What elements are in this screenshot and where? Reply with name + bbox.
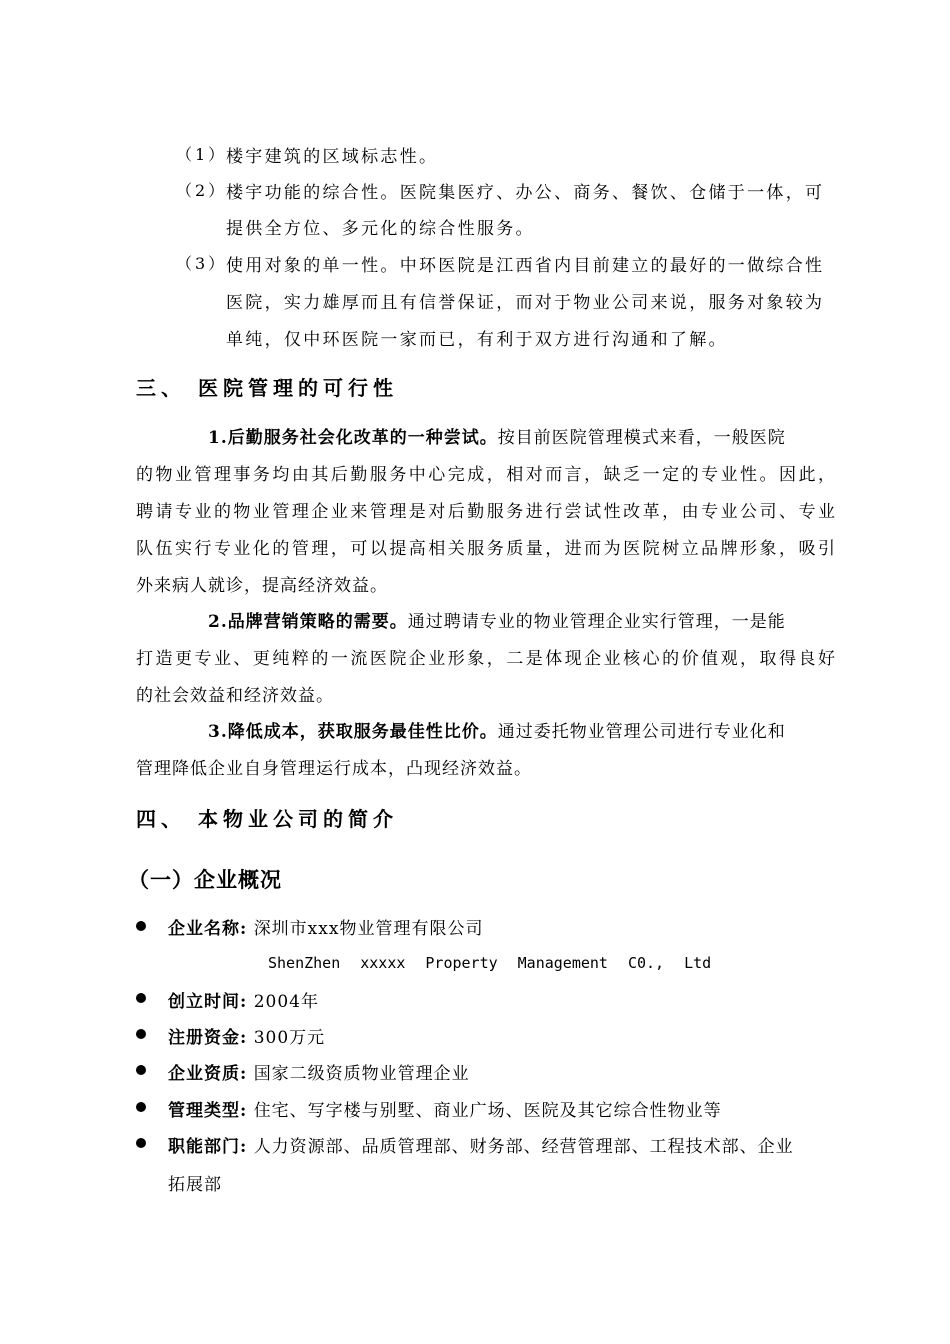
capital-label: 注册资金: [168, 1028, 248, 1048]
departments-label: 职能部门: [168, 1137, 248, 1157]
subsection-heading: （一）企业概况 [128, 867, 282, 892]
company-name-value: 深圳市xxx物业管理有限公司 [253, 919, 484, 939]
para-1-first: 按目前医院管理模式来看，一般医院 [497, 428, 786, 448]
capital-value: 300万元 [253, 1028, 326, 1048]
list-item-1-line-1: 楼宇建筑的区域标志性。 [226, 147, 439, 167]
section-3-para-1-line-3: 聘请专业的物业管理企业来管理是对后勤服务进行尝试性改革，由专业公司、专业 [136, 502, 836, 522]
bullet-icon [136, 1029, 146, 1039]
section-3-para-1-line-5: 外来病人就诊，提高经济效益。 [136, 576, 388, 596]
bullet-icon [136, 993, 146, 1003]
company-name-label: 企业名称: [168, 919, 248, 939]
list-item-2-line-1: 楼宇功能的综合性。医院集医疗、办公、商务、餐饮、仓储于一体，可 [226, 183, 825, 203]
qualification-value: 国家二级资质物业管理企业 [253, 1064, 470, 1084]
founded-row [168, 987, 319, 1012]
company-name-row [168, 914, 483, 939]
departments-row [168, 1132, 794, 1157]
en-word-5: C0., [627, 954, 665, 972]
list-number-3: （3） [176, 254, 228, 273]
qualification-row [168, 1059, 470, 1084]
founded-label: 创立时间: [168, 992, 248, 1012]
section-3-heading: 三、 医院管理的可行性 [136, 376, 398, 400]
management-type-value: 住宅、写字楼与别墅、商业广场、医院及其它综合性物业等 [253, 1101, 722, 1121]
para-2-first: 通过聘请专业的物业管理企业实行管理，一是能 [407, 612, 786, 632]
bullet-icon [136, 921, 146, 931]
en-word-6: Ltd [684, 954, 712, 972]
list-item-3-line-2: 医院，实力雄厚而且有信誉保证，而对于物业公司来说，服务对象较为 [226, 293, 825, 313]
en-word-3: Property [425, 954, 498, 972]
management-type-row [168, 1096, 722, 1121]
section-3-para-2-line-2: 打造更专业、更纯粹的一流医院企业形象，二是体现企业核心的价值观，取得良好 [136, 649, 836, 669]
section-3-para-1-line-1 [208, 423, 786, 448]
section-4-heading: 四、 本物业公司的简介 [136, 807, 398, 831]
en-word-4: Management [517, 954, 608, 972]
departments-value: 人力资源部、品质管理部、财务部、经营管理部、工程技术部、企业 [253, 1137, 794, 1157]
section-3-para-3-line-1 [208, 717, 786, 742]
section-3-para-1-line-4: 队伍实行专业化的管理，可以提高相关服务质量，进而为医院树立品牌形象，吸引 [136, 539, 836, 559]
section-3-para-3-line-2: 管理降低企业自身管理运行成本，凸现经济效益。 [136, 759, 532, 779]
para-2-lead: 2.品牌营销策略的需要。 [208, 612, 408, 632]
bullet-icon [136, 1138, 146, 1148]
para-3-lead: 3.降低成本，获取服务最佳性比价。 [208, 722, 498, 742]
bullet-icon [136, 1065, 146, 1075]
para-3-first: 通过委托物业管理公司进行专业化和 [497, 722, 786, 742]
list-item-3-line-1: 使用对象的单一性。中环医院是江西省内目前建立的最好的一做综合性 [226, 256, 825, 276]
en-word-1: ShenZhen [268, 954, 341, 972]
list-number-2: （2） [176, 181, 228, 200]
list-item-2-line-2: 提供全方位、多元化的综合性服务。 [226, 219, 535, 239]
section-3-para-2-line-3: 的社会效益和经济效益。 [136, 686, 334, 706]
management-type-label: 管理类型: [168, 1101, 248, 1121]
section-3-para-1-line-2: 的物业管理事务均由其后勤服务中心完成，相对而言，缺乏一定的专业性。因此， [136, 465, 836, 485]
para-1-lead: 1.后勤服务社会化改革的一种尝试。 [208, 428, 498, 448]
founded-value: 2004年 [253, 992, 319, 1012]
list-item-3-line-3: 单纯，仅中环医院一家而已，有利于双方进行沟通和了解。 [226, 330, 728, 350]
list-number-1: （1） [176, 145, 228, 164]
section-3-para-2-line-1 [208, 607, 786, 632]
en-word-2: xxxxx [360, 954, 406, 972]
departments-value-cont: 拓展部 [168, 1175, 222, 1195]
capital-row [168, 1023, 325, 1048]
bullet-icon [136, 1102, 146, 1112]
company-english-name [268, 954, 731, 972]
qualification-label: 企业资质: [168, 1064, 248, 1084]
